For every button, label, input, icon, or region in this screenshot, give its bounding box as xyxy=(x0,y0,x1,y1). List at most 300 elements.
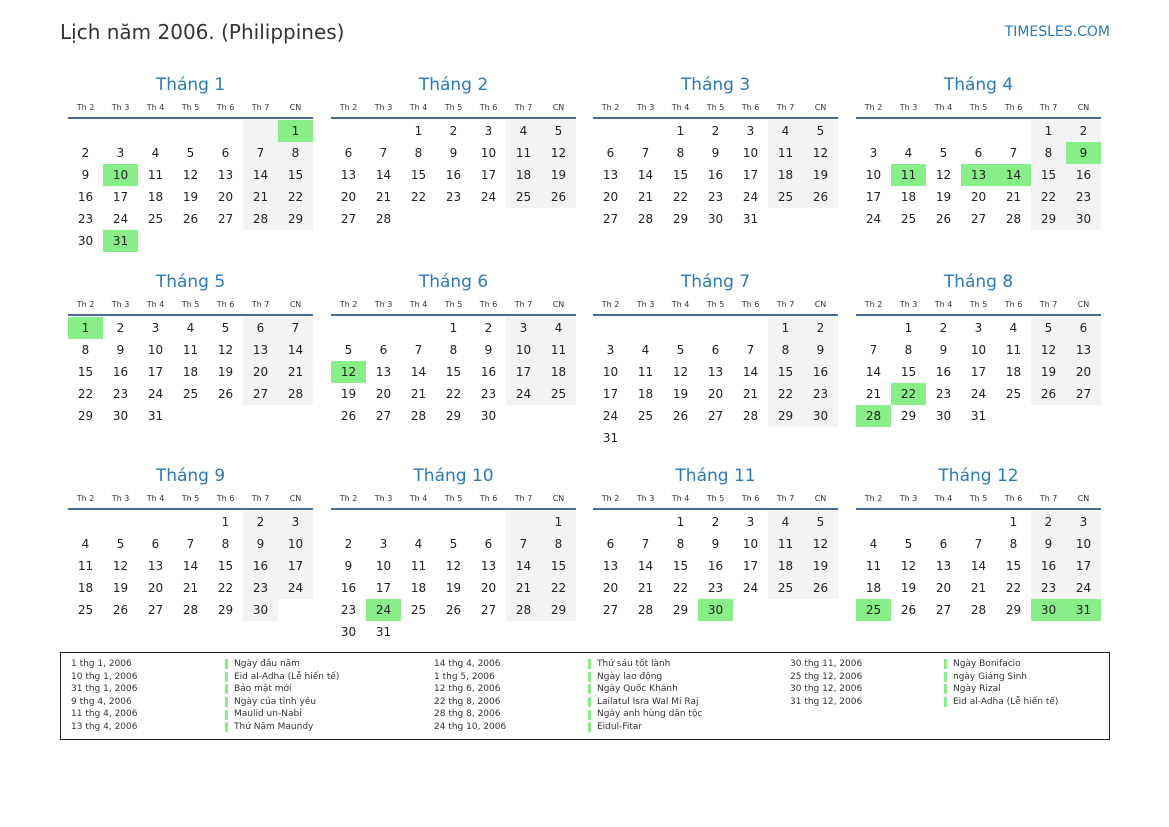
day-cell: 5 xyxy=(676,343,685,357)
day-cell: 12 xyxy=(935,168,952,182)
day-cell: 19 xyxy=(803,164,838,186)
weekday-label: Th 3 xyxy=(636,300,655,309)
day-cell: 9 xyxy=(939,343,948,357)
weekday-label: Th 4 xyxy=(146,300,165,309)
day-cell: 20 xyxy=(970,190,987,204)
weekday-label: CN xyxy=(1077,103,1090,112)
day-cell: 31 xyxy=(742,212,759,226)
legend-holiday-name: Ngày đầu năm xyxy=(234,659,300,669)
weekday-header xyxy=(856,98,1101,119)
day-cell: 27 xyxy=(480,603,497,617)
day-cell: 14 xyxy=(865,365,882,379)
legend-item xyxy=(790,671,1058,684)
day-cell: 25 xyxy=(768,577,803,599)
day-cell: 26 xyxy=(900,603,917,617)
day-cell: 15 xyxy=(77,365,94,379)
day-cell: 22 xyxy=(672,190,689,204)
legend-date: 12 thg 6, 2006 xyxy=(434,684,501,695)
weekday-label: Th 5 xyxy=(444,300,463,309)
day-cell: 1 xyxy=(221,515,230,529)
weekday-header xyxy=(68,98,313,119)
day-cell: 23 xyxy=(707,190,724,204)
legend-holiday-name: Eidul-Fitar xyxy=(597,721,643,732)
day-cell: 2 xyxy=(484,321,493,335)
weekday-label: Th 5 xyxy=(969,300,988,309)
empty-cell xyxy=(733,317,768,339)
day-cell: 11 xyxy=(1005,343,1022,357)
day-cell: 7 xyxy=(278,317,313,339)
day-cell: 7 xyxy=(869,343,878,357)
weekday-label: Th 4 xyxy=(409,494,428,503)
legend-item xyxy=(71,683,339,696)
day-cell: 28 xyxy=(243,208,278,230)
holiday-day-cell: 10 xyxy=(103,164,138,186)
day-cell: 24 xyxy=(742,190,759,204)
day-cell: 1 xyxy=(414,124,423,138)
day-cell: 23 xyxy=(112,387,129,401)
weekday-label: Th 6 xyxy=(216,494,235,503)
day-cell: 8 xyxy=(1009,537,1018,551)
weekday-label: Th 7 xyxy=(776,103,795,112)
holiday-marker-icon xyxy=(588,672,591,682)
day-cell: 21 xyxy=(375,190,392,204)
day-cell: 4 xyxy=(81,537,90,551)
legend-column xyxy=(434,658,702,734)
day-cell: 6 xyxy=(606,146,615,160)
empty-cell xyxy=(103,120,138,142)
day-cell: 4 xyxy=(641,343,650,357)
day-cell: 24 xyxy=(865,212,882,226)
weekday-label: Th 4 xyxy=(146,494,165,503)
legend-item xyxy=(434,658,702,671)
legend-date: 9 thg 4, 2006 xyxy=(71,696,132,707)
empty-cell xyxy=(628,317,663,339)
day-cell: 1 xyxy=(449,321,458,335)
day-cell: 23 xyxy=(77,212,94,226)
day-cell: 15 xyxy=(541,555,576,577)
weekday-label: Th 5 xyxy=(706,103,725,112)
page-title: Lịch năm 2006. (Philippines) xyxy=(60,20,345,44)
weekday-label: Th 7 xyxy=(1039,103,1058,112)
empty-cell xyxy=(366,317,401,339)
day-cell: 4 xyxy=(541,317,576,339)
day-cell: 8 xyxy=(414,146,423,160)
day-cell: 22 xyxy=(672,581,689,595)
legend-date: 22 thg 8, 2006 xyxy=(434,696,501,707)
month-block xyxy=(331,271,576,427)
month-block xyxy=(331,74,576,230)
weekday-label: Th 4 xyxy=(934,494,953,503)
weekday-label: Th 2 xyxy=(339,300,358,309)
day-cell: 26 xyxy=(541,186,576,208)
legend-item xyxy=(434,671,702,684)
day-cell: 24 xyxy=(480,190,497,204)
day-cell: 17 xyxy=(112,190,129,204)
holiday-marker-icon xyxy=(944,659,947,669)
legend-date: 31 thg 12, 2006 xyxy=(790,696,863,707)
empty-cell xyxy=(856,317,891,339)
brand-link[interactable]: TIMESLES.COM xyxy=(1004,24,1110,40)
day-cell: 19 xyxy=(445,581,462,595)
day-cell: 31 xyxy=(147,409,164,423)
day-cell: 12 xyxy=(900,559,917,573)
day-cell: 27 xyxy=(602,212,619,226)
weekday-label: Th 2 xyxy=(601,300,620,309)
weekday-label: CN xyxy=(289,103,302,112)
holiday-day-cell: 30 xyxy=(698,599,733,621)
day-cell: 2 xyxy=(711,515,720,529)
weekday-label: CN xyxy=(814,103,827,112)
day-cell: 19 xyxy=(1031,361,1066,383)
day-cell: 2 xyxy=(711,124,720,138)
legend-holiday-name: Bảo mật mới xyxy=(234,684,292,695)
day-cell: 22 xyxy=(1005,581,1022,595)
empty-cell xyxy=(891,120,926,142)
empty-cell xyxy=(926,120,961,142)
holiday-marker-icon xyxy=(944,697,947,707)
holiday-marker-icon xyxy=(588,659,591,669)
day-cell: 17 xyxy=(1066,555,1101,577)
day-cell: 9 xyxy=(1031,533,1066,555)
holiday-day-cell: 9 xyxy=(1066,142,1101,164)
day-cell: 5 xyxy=(1031,317,1066,339)
day-cell: 5 xyxy=(803,511,838,533)
empty-cell xyxy=(173,511,208,533)
empty-cell xyxy=(506,511,541,533)
days-grid xyxy=(68,317,313,427)
day-cell: 3 xyxy=(746,515,755,529)
weekday-label: CN xyxy=(552,494,565,503)
day-cell: 30 xyxy=(935,409,952,423)
empty-cell xyxy=(628,511,663,533)
day-cell: 30 xyxy=(340,625,357,639)
month-title: Tháng 12 xyxy=(938,466,1019,486)
day-cell: 17 xyxy=(742,168,759,182)
legend-item xyxy=(434,696,702,709)
day-cell: 19 xyxy=(182,190,199,204)
day-cell: 21 xyxy=(637,581,654,595)
weekday-label: Th 2 xyxy=(339,494,358,503)
weekday-label: Th 5 xyxy=(969,103,988,112)
holiday-day-cell: 25 xyxy=(856,599,891,621)
day-cell: 10 xyxy=(480,146,497,160)
empty-cell xyxy=(436,511,471,533)
day-cell: 5 xyxy=(186,146,195,160)
day-cell: 15 xyxy=(1005,559,1022,573)
day-cell: 21 xyxy=(637,190,654,204)
weekday-label: Th 2 xyxy=(601,103,620,112)
weekday-label: Th 3 xyxy=(899,300,918,309)
day-cell: 7 xyxy=(641,537,650,551)
weekday-label: Th 6 xyxy=(1004,300,1023,309)
weekday-label: Th 2 xyxy=(76,103,95,112)
day-cell: 26 xyxy=(803,577,838,599)
day-cell: 7 xyxy=(414,343,423,357)
day-cell: 13 xyxy=(217,168,234,182)
day-cell: 2 xyxy=(939,321,948,335)
day-cell: 6 xyxy=(606,537,615,551)
empty-cell xyxy=(366,511,401,533)
month-block xyxy=(856,271,1101,427)
weekday-label: Th 5 xyxy=(181,494,200,503)
day-cell: 17 xyxy=(970,365,987,379)
weekday-label: Th 6 xyxy=(1004,103,1023,112)
legend-item xyxy=(71,671,339,684)
day-cell: 5 xyxy=(541,120,576,142)
day-cell: 2 xyxy=(803,317,838,339)
day-cell: 18 xyxy=(865,581,882,595)
day-cell: 28 xyxy=(970,603,987,617)
day-cell: 14 xyxy=(243,164,278,186)
day-cell: 26 xyxy=(182,212,199,226)
weekday-label: Th 5 xyxy=(706,494,725,503)
day-cell: 1 xyxy=(541,511,576,533)
day-cell: 29 xyxy=(768,405,803,427)
day-cell: 27 xyxy=(602,603,619,617)
day-cell: 11 xyxy=(637,365,654,379)
day-cell: 19 xyxy=(672,387,689,401)
weekday-label: Th 3 xyxy=(899,494,918,503)
holiday-marker-icon xyxy=(225,659,228,669)
days-grid xyxy=(593,120,838,230)
day-cell: 18 xyxy=(768,164,803,186)
legend-item xyxy=(71,658,339,671)
weekday-label: CN xyxy=(289,300,302,309)
day-cell: 23 xyxy=(935,387,952,401)
weekday-label: Th 3 xyxy=(374,494,393,503)
day-cell: 23 xyxy=(803,383,838,405)
day-cell: 14 xyxy=(410,365,427,379)
day-cell: 12 xyxy=(803,533,838,555)
day-cell: 5 xyxy=(344,343,353,357)
weekday-label: Th 6 xyxy=(741,494,760,503)
day-cell: 21 xyxy=(278,361,313,383)
day-cell: 14 xyxy=(637,559,654,573)
day-cell: 21 xyxy=(865,387,882,401)
day-cell: 29 xyxy=(217,603,234,617)
empty-cell xyxy=(243,120,278,142)
legend-holiday-name: ngày Giáng Sinh xyxy=(953,671,1028,682)
weekday-label: Th 5 xyxy=(181,103,200,112)
day-cell: 2 xyxy=(344,537,353,551)
day-cell: 29 xyxy=(900,409,917,423)
day-cell: 22 xyxy=(278,186,313,208)
day-cell: 14 xyxy=(742,365,759,379)
weekday-label: Th 2 xyxy=(601,494,620,503)
day-cell: 18 xyxy=(900,190,917,204)
day-cell: 8 xyxy=(904,343,913,357)
day-cell: 3 xyxy=(484,124,493,138)
day-cell: 4 xyxy=(904,146,913,160)
day-cell: 30 xyxy=(243,599,278,621)
empty-cell xyxy=(891,511,926,533)
day-cell: 11 xyxy=(768,533,803,555)
day-cell: 10 xyxy=(970,343,987,357)
day-cell: 17 xyxy=(506,361,541,383)
day-cell: 29 xyxy=(278,208,313,230)
holiday-day-cell: 11 xyxy=(891,164,926,186)
day-cell: 18 xyxy=(541,361,576,383)
day-cell: 14 xyxy=(637,168,654,182)
day-cell: 30 xyxy=(707,212,724,226)
day-cell: 18 xyxy=(410,581,427,595)
holiday-day-cell: 12 xyxy=(331,361,366,383)
legend-item xyxy=(71,721,339,734)
day-cell: 4 xyxy=(869,537,878,551)
day-cell: 24 xyxy=(742,581,759,595)
holiday-marker-icon xyxy=(588,710,591,720)
day-cell: 22 xyxy=(541,577,576,599)
day-cell: 19 xyxy=(217,365,234,379)
day-cell: 12 xyxy=(541,142,576,164)
holiday-marker-icon xyxy=(225,722,228,732)
day-cell: 7 xyxy=(974,537,983,551)
day-cell: 11 xyxy=(865,559,882,573)
day-cell: 4 xyxy=(186,321,195,335)
month-title: Tháng 7 xyxy=(680,272,751,292)
day-cell: 31 xyxy=(970,409,987,423)
day-cell: 17 xyxy=(480,168,497,182)
legend-date: 30 thg 12, 2006 xyxy=(790,684,863,695)
day-cell: 14 xyxy=(182,559,199,573)
holiday-day-cell: 31 xyxy=(103,230,138,252)
month-title: Tháng 4 xyxy=(943,75,1014,95)
holiday-marker-icon xyxy=(944,672,947,682)
empty-cell xyxy=(628,120,663,142)
day-cell: 13 xyxy=(1066,339,1101,361)
holiday-day-cell: 24 xyxy=(366,599,401,621)
day-cell: 22 xyxy=(1031,186,1066,208)
weekday-label: Th 3 xyxy=(111,300,130,309)
holiday-day-cell: 28 xyxy=(856,405,891,427)
day-cell: 16 xyxy=(803,361,838,383)
month-block xyxy=(68,74,313,252)
day-cell: 8 xyxy=(278,142,313,164)
month-block xyxy=(68,465,313,621)
day-cell: 19 xyxy=(900,581,917,595)
day-cell: 23 xyxy=(707,581,724,595)
month-title: Tháng 11 xyxy=(675,466,756,486)
day-cell: 20 xyxy=(480,581,497,595)
day-cell: 26 xyxy=(340,409,357,423)
weekday-label: CN xyxy=(289,494,302,503)
days-grid xyxy=(856,120,1101,230)
day-cell: 8 xyxy=(449,343,458,357)
empty-cell xyxy=(331,317,366,339)
weekday-header xyxy=(68,295,313,316)
day-cell: 17 xyxy=(742,559,759,573)
weekday-header xyxy=(593,489,838,510)
weekday-label: Th 7 xyxy=(251,300,270,309)
empty-cell xyxy=(331,120,366,142)
day-cell: 30 xyxy=(480,409,497,423)
day-cell: 27 xyxy=(935,603,952,617)
day-cell: 14 xyxy=(278,339,313,361)
day-cell: 8 xyxy=(676,537,685,551)
day-cell: 17 xyxy=(602,387,619,401)
weekday-header xyxy=(593,98,838,119)
day-cell: 16 xyxy=(1031,555,1066,577)
legend-column xyxy=(790,658,1058,708)
day-cell: 4 xyxy=(768,120,803,142)
day-cell: 19 xyxy=(541,164,576,186)
legend-item xyxy=(71,696,339,709)
day-cell: 20 xyxy=(243,361,278,383)
legend-item xyxy=(434,683,702,696)
day-cell: 11 xyxy=(147,168,164,182)
day-cell: 12 xyxy=(672,365,689,379)
weekday-label: Th 7 xyxy=(514,494,533,503)
legend-holiday-name: Maulid un-Nabi xyxy=(234,709,302,720)
holiday-marker-icon xyxy=(225,697,228,707)
day-cell: 15 xyxy=(217,559,234,573)
day-cell: 28 xyxy=(637,212,654,226)
day-cell: 26 xyxy=(935,212,952,226)
day-cell: 31 xyxy=(602,431,619,445)
month-title: Tháng 10 xyxy=(413,466,494,486)
day-cell: 13 xyxy=(147,559,164,573)
day-cell: 9 xyxy=(711,146,720,160)
weekday-label: Th 3 xyxy=(636,494,655,503)
day-cell: 27 xyxy=(147,603,164,617)
day-cell: 12 xyxy=(182,168,199,182)
day-cell: 9 xyxy=(116,343,125,357)
day-cell: 29 xyxy=(445,409,462,423)
weekday-label: Th 2 xyxy=(76,494,95,503)
legend-item xyxy=(434,721,702,734)
day-cell: 28 xyxy=(637,603,654,617)
weekday-label: Th 4 xyxy=(409,300,428,309)
day-cell: 17 xyxy=(865,190,882,204)
empty-cell xyxy=(173,120,208,142)
day-cell: 19 xyxy=(340,387,357,401)
day-cell: 3 xyxy=(506,317,541,339)
weekday-label: Th 2 xyxy=(864,103,883,112)
day-cell: 19 xyxy=(112,581,129,595)
day-cell: 21 xyxy=(410,387,427,401)
day-cell: 9 xyxy=(344,559,353,573)
empty-cell xyxy=(961,120,996,142)
day-cell: 12 xyxy=(445,559,462,573)
legend-date: 31 thg 1, 2006 xyxy=(71,684,138,695)
days-grid xyxy=(856,511,1101,621)
day-cell: 18 xyxy=(506,164,541,186)
weekday-label: Th 3 xyxy=(374,300,393,309)
weekday-label: Th 4 xyxy=(146,103,165,112)
day-cell: 26 xyxy=(1031,383,1066,405)
day-cell: 7 xyxy=(379,146,388,160)
day-cell: 24 xyxy=(506,383,541,405)
days-grid xyxy=(331,120,576,230)
weekday-label: Th 4 xyxy=(671,103,690,112)
day-cell: 5 xyxy=(221,321,230,335)
holiday-day-cell: 1 xyxy=(278,120,313,142)
day-cell: 27 xyxy=(375,409,392,423)
day-cell: 23 xyxy=(1031,577,1066,599)
holiday-day-cell: 30 xyxy=(1031,599,1066,621)
day-cell: 18 xyxy=(768,555,803,577)
day-cell: 21 xyxy=(506,577,541,599)
day-cell: 16 xyxy=(243,555,278,577)
month-title: Tháng 8 xyxy=(943,272,1014,292)
weekday-label: Th 3 xyxy=(111,103,130,112)
month-title: Tháng 2 xyxy=(418,75,489,95)
weekday-header xyxy=(68,489,313,510)
day-cell: 12 xyxy=(803,142,838,164)
day-cell: 14 xyxy=(970,559,987,573)
day-cell: 1 xyxy=(768,317,803,339)
day-cell: 20 xyxy=(340,190,357,204)
